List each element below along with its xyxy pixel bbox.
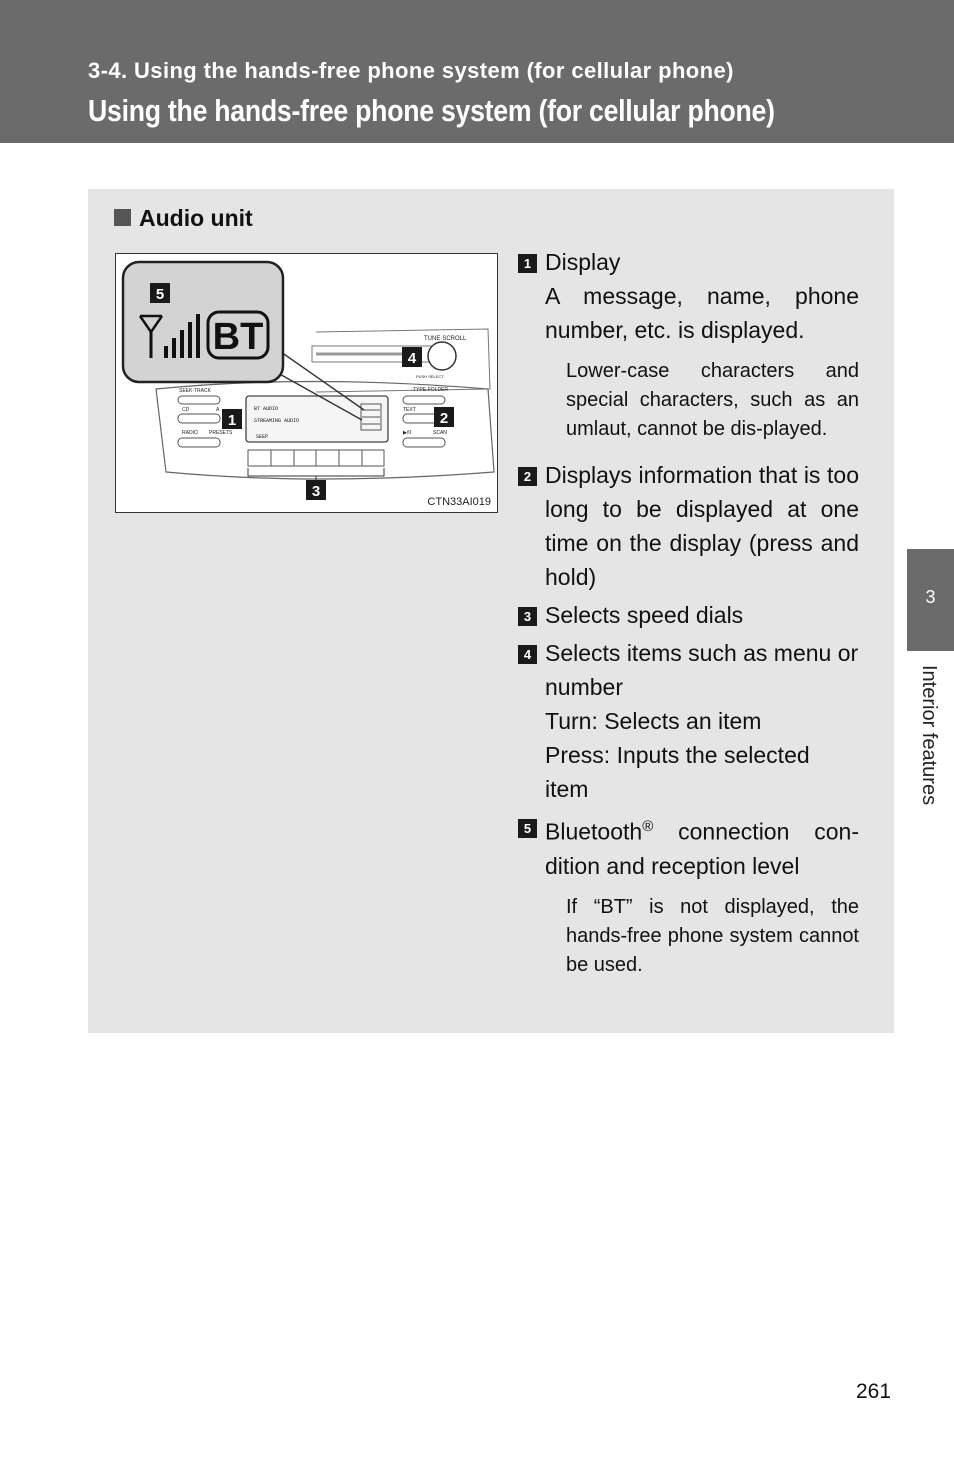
item-text: Selects speed dials <box>545 602 744 628</box>
item-text: Selects items such as menu or number <box>545 640 859 700</box>
item-number-badge: 3 <box>518 607 537 626</box>
item-number-badge: 1 <box>518 254 537 273</box>
item-number-badge: 5 <box>518 819 537 838</box>
panel-heading <box>114 205 253 232</box>
section-heading: 3-4. Using the hands-free phone system (for cellular phone) <box>88 58 734 83</box>
audio-unit-panel <box>88 189 894 1033</box>
item-note: Lower-case characters and special characters, such as an umlaut, cannot be dis-played. <box>566 360 859 440</box>
square-bullet-icon <box>114 209 131 226</box>
item-text-bluetooth: Bluetooth <box>545 818 643 845</box>
item-text-press: Press: Inputs the selected item <box>545 742 810 802</box>
item-text: Displays information that is too long to be displayed at one time on the display (press and hold) <box>545 462 859 590</box>
tune-scroll-label: TUNE·SCROLL <box>424 336 467 342</box>
figure-code: CTN33AI019 <box>427 496 491 508</box>
audio-unit-illustration <box>116 254 497 512</box>
a-label: A <box>216 407 220 413</box>
chapter-label: Interior features <box>918 665 940 806</box>
scan-label: SCAN <box>433 430 447 436</box>
list-item <box>518 598 859 632</box>
list-item <box>518 245 859 347</box>
callout-descriptions <box>518 245 859 994</box>
cd-label: CD <box>182 407 190 413</box>
page-number: 261 <box>856 1380 892 1403</box>
item-note: If “BT” is not displayed, the hands-free phone system cannot be used. <box>566 895 859 976</box>
item-text: connection con-dition and reception level <box>545 818 859 879</box>
callout-3: 3 <box>311 483 321 500</box>
list-item <box>518 810 859 883</box>
bt-indicator-text: BT <box>212 316 264 358</box>
item-number-badge: 4 <box>518 645 537 664</box>
lcd-line-1: BT AUDIO <box>254 406 279 412</box>
callout-1: 1 <box>227 412 237 429</box>
text-label: TEXT <box>403 407 416 413</box>
audio-unit-figure <box>115 253 498 513</box>
callout-4: 4 <box>407 350 417 367</box>
lcd-line-2: STREAMING AUDIO <box>254 418 300 424</box>
callout-2: 2 <box>439 410 449 427</box>
item-number-badge: 2 <box>518 467 537 486</box>
item-text-turn: Turn: Selects an item <box>545 708 762 734</box>
chapter-number: 3 <box>925 587 936 607</box>
page-header <box>0 0 954 143</box>
presets-label: PRESETS <box>209 430 233 436</box>
registered-mark: ® <box>642 818 654 835</box>
item-text: A message, name, phone number, etc. is displayed. <box>545 283 859 343</box>
callout-5: 5 <box>155 286 165 303</box>
chapter-tab <box>907 549 954 651</box>
push-select-label: PUSH SELECT <box>416 374 444 379</box>
list-item <box>518 458 859 594</box>
seek-track-label: SEEK·TRACK <box>179 388 211 394</box>
panel-heading-text: Audio unit <box>139 205 253 231</box>
radio-label: RADIO <box>182 430 198 436</box>
list-item <box>518 636 859 806</box>
item-title: Display <box>545 249 621 275</box>
lcd-line-3: SEEP <box>256 434 269 440</box>
type-folder-label: TYPE·FOLDER <box>413 387 449 393</box>
play-pause-label: ▶/II <box>403 430 412 436</box>
page-title: Using the hands-free phone system (for cellular phone) <box>88 93 775 128</box>
